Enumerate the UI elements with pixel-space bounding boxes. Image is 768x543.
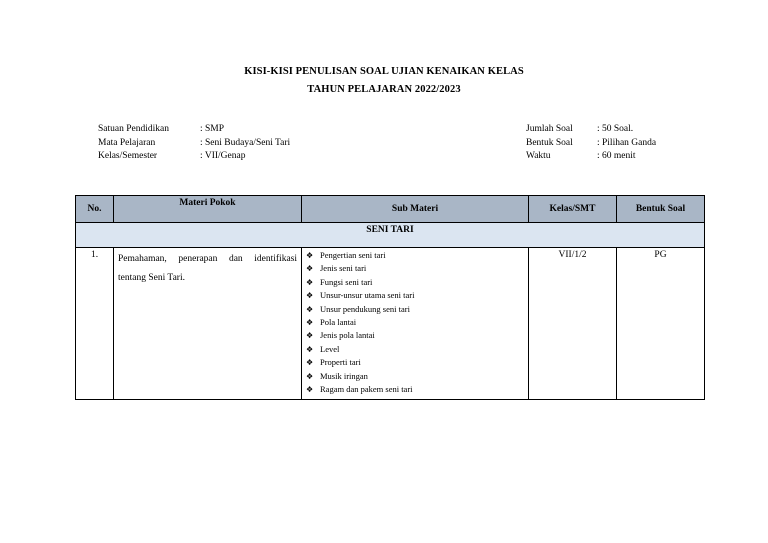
info-row-mapel [98, 137, 290, 151]
info-value: : Seni Budaya/Seni Tari [200, 137, 291, 148]
info-label: Mata Pelajaran [98, 137, 156, 148]
sub-materi-text: Level [320, 343, 340, 354]
sub-materi-list [306, 249, 528, 396]
list-item [306, 383, 528, 396]
info-row-bentuk [526, 137, 656, 151]
sub-materi-text: Jenis pola lantai [320, 330, 375, 341]
column-header-bentuk: Bentuk Soal [617, 196, 705, 223]
diamond-bullet-icon: ❖ [306, 371, 314, 381]
list-item [306, 276, 528, 289]
info-value: : SMP [200, 124, 225, 134]
sub-materi-text: Pengertian seni tari [320, 250, 386, 260]
info-row-waktu [526, 150, 656, 164]
diamond-bullet-icon: ❖ [306, 385, 314, 395]
table-row [76, 248, 705, 400]
diamond-bullet-icon: ❖ [306, 331, 314, 341]
sub-materi-cell [302, 248, 529, 400]
sub-materi-text: Jenis seni tari [320, 263, 367, 274]
diamond-bullet-icon: ❖ [306, 251, 314, 260]
column-header-sub-materi: Sub Materi [302, 196, 529, 223]
list-item [306, 356, 528, 369]
document-title: KISI-KISI PENULISAN SOAL UJIAN KENAIKAN KELAS [244, 66, 524, 77]
materi-pokok-cell: Pemahaman, penerapan dan identifikasi tentang Seni Tari. [114, 248, 302, 400]
table-header-row [76, 196, 705, 223]
list-item [306, 329, 528, 342]
sub-materi-text: Unsur pendukung seni tari [320, 303, 410, 314]
list-item [306, 303, 528, 316]
info-row-kelas [98, 150, 290, 164]
info-value: : 60 menit [597, 151, 636, 161]
diamond-bullet-icon: ❖ [306, 304, 314, 314]
column-header-no: No. [76, 196, 114, 223]
bentuk-soal-cell: PG [617, 248, 705, 400]
list-item [306, 316, 528, 329]
info-label: Waktu [526, 151, 551, 161]
row-number: 1. [76, 248, 114, 400]
kelas-smt-cell: VII/1/2 [529, 248, 617, 400]
kisi-kisi-table [75, 195, 705, 400]
sub-materi-text: Musik iringan [320, 370, 368, 381]
list-item [306, 343, 528, 356]
info-value: : Pilihan Ganda [597, 137, 657, 148]
diamond-bullet-icon: ❖ [306, 318, 314, 328]
sub-materi-text: Pola lantai [320, 317, 357, 328]
info-label: Bentuk Soal [526, 137, 573, 148]
column-header-kelas: Kelas/SMT [529, 196, 617, 223]
diamond-bullet-icon: ❖ [306, 264, 314, 274]
info-left [98, 123, 290, 164]
list-item [306, 249, 528, 262]
sub-materi-text: Fungsi seni tari [320, 276, 373, 287]
section-row [76, 223, 705, 248]
list-item [306, 289, 528, 302]
info-label: Jumlah Soal [526, 124, 573, 134]
info-value: : 50 Soal. [597, 124, 634, 134]
list-item [306, 262, 528, 275]
column-header-materi: Materi Pokok [114, 196, 302, 223]
info-label: Kelas/Semester [98, 151, 158, 161]
sub-materi-text: Unsur-unsur utama seni tari [320, 290, 415, 301]
list-item [306, 370, 528, 383]
diamond-bullet-icon: ❖ [306, 291, 314, 301]
diamond-bullet-icon: ❖ [306, 358, 314, 368]
section-label: SENI TARI [76, 223, 705, 248]
info-row-satuan [98, 123, 290, 137]
info-row-jumlah [526, 123, 656, 137]
sub-materi-text: Ragam dan pakem seni tari [320, 384, 413, 395]
info-right [526, 123, 656, 164]
diamond-bullet-icon: ❖ [306, 277, 314, 287]
diamond-bullet-icon: ❖ [306, 344, 314, 354]
info-label: Satuan Pendidikan [98, 124, 169, 134]
info-value: : VII/Genap [200, 151, 246, 161]
academic-year-title: TAHUN PELAJARAN 2022/2023 [307, 84, 461, 95]
sub-materi-text: Properti tari [320, 357, 361, 368]
